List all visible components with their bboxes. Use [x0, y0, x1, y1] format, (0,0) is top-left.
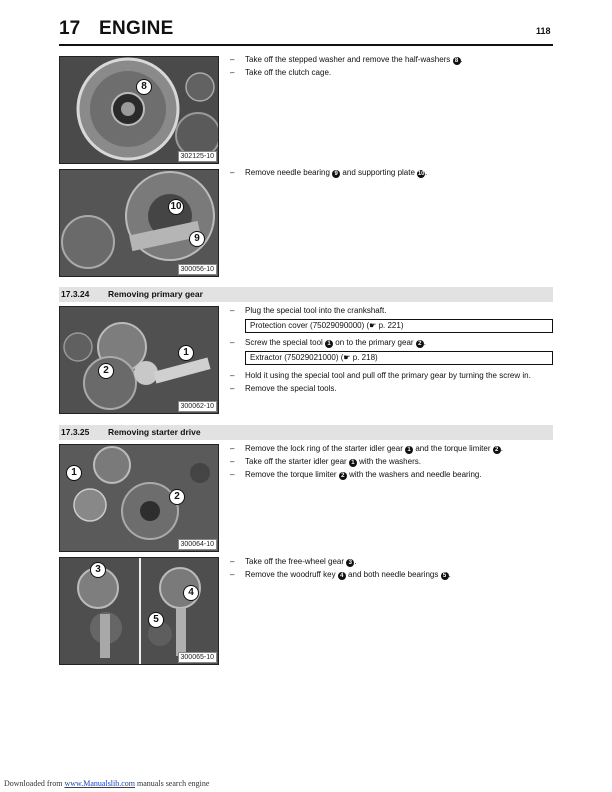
step-list-starter-drive: [230, 442, 503, 481]
ref-number-badge: 1: [349, 459, 357, 467]
step-item: – Plug the special tool into the crankshaft.: [230, 306, 387, 315]
step-item: – Remove the special tools.: [230, 384, 337, 393]
photo-caption: 302125-10: [178, 151, 217, 162]
ref-number-badge: 4: [338, 572, 346, 580]
step-item: – Take off the clutch cage.: [230, 68, 332, 77]
primary-gear-illustration: [60, 307, 219, 414]
step-list-free-wheel: [230, 555, 451, 581]
step-list-primary-gear: [230, 369, 531, 395]
callout-2: 2: [169, 489, 185, 505]
callout-8: 8: [136, 79, 152, 95]
step-item: – Take off the starter idler gear 1 with the washers.: [230, 457, 421, 466]
section-title: Removing starter drive: [108, 427, 201, 437]
ref-number-badge: 5: [441, 572, 449, 580]
section-number: 17.3.25: [61, 427, 90, 437]
step-list-primary-gear: [230, 304, 386, 317]
ref-number-badge: 8: [453, 57, 461, 65]
step-item: – Screw the special tool 1 on to the primary gear 2 .: [230, 338, 427, 347]
photo-caption: 300056-10: [178, 264, 217, 275]
ref-number-badge: 3: [346, 559, 354, 567]
callout-5: 5: [148, 612, 164, 628]
callout-10: 10: [168, 199, 184, 215]
ref-number-badge: 2: [416, 340, 424, 348]
manualslib-link[interactable]: www.Manualslib.com: [64, 779, 136, 788]
page-number: 118: [536, 26, 551, 36]
clutch-basket-illustration: [60, 57, 219, 164]
needle-bearing-illustration: [60, 170, 219, 277]
photo-caption: 300065-10: [178, 652, 217, 663]
callout-1: 1: [66, 465, 82, 481]
callout-9: 9: [189, 231, 205, 247]
step-item: – Take off the free-wheel gear 3 .: [230, 557, 357, 566]
photo-needle-bearing: [59, 169, 219, 277]
callout-3: 3: [90, 562, 106, 578]
step-list-clutch: [230, 53, 463, 79]
ref-number-badge: 2: [339, 472, 347, 480]
photo-clutch-basket: [59, 56, 219, 164]
photo-free-wheel: [59, 557, 219, 665]
chapter-number: 17: [59, 18, 81, 39]
special-tool-box-extractor: Extractor (75029021000) (☛ p. 218): [245, 351, 553, 365]
step-item: – Remove the torque limiter 2 with the washers and needle bearing.: [230, 470, 482, 479]
ref-number-badge: 10: [417, 171, 425, 177]
section-number: 17.3.24: [61, 289, 90, 299]
starter-idler-illustration: [60, 445, 219, 552]
step-list-needle-bearing: [230, 166, 427, 179]
photo-caption: 300064-10: [178, 539, 217, 550]
callout-2: 2: [98, 363, 114, 379]
section-heading-starter-drive: [59, 425, 553, 440]
special-tool-box-protection-cover: Protection cover (75029090000) (☛ p. 221): [245, 319, 553, 333]
step-item: – Remove the woodruff key 4 and both needle bearings 5 .: [230, 570, 451, 579]
callout-1: 1: [178, 345, 194, 361]
step-list-primary-gear: [230, 336, 426, 349]
photo-primary-gear: [59, 306, 219, 414]
callout-4: 4: [183, 585, 199, 601]
photo-caption: 300062-10: [178, 401, 217, 412]
step-item: – Hold it using the special tool and pull off the primary gear by turning the screw in.: [230, 371, 531, 380]
ref-number-badge: 9: [332, 170, 340, 178]
header-rule: [59, 44, 553, 46]
ref-number-badge: 1: [325, 340, 333, 348]
step-item: – Remove needle bearing 9 and supporting plate 10.: [230, 168, 428, 177]
step-item: – Remove the lock ring of the starter idler gear 1 and the torque limiter 2 .: [230, 444, 503, 453]
download-footer: Downloaded from www.Manualslib.com manuals search engine: [4, 779, 210, 788]
section-title: Removing primary gear: [108, 289, 203, 299]
section-heading-primary-gear: [59, 287, 553, 302]
chapter-title: ENGINE: [99, 18, 174, 39]
ref-number-badge: 2: [493, 446, 501, 454]
free-wheel-illustration: [60, 558, 219, 665]
ref-number-badge: 1: [405, 446, 413, 454]
step-item: – Take off the stepped washer and remove the half-washers 8 .: [230, 55, 463, 64]
photo-starter-idler: [59, 444, 219, 552]
